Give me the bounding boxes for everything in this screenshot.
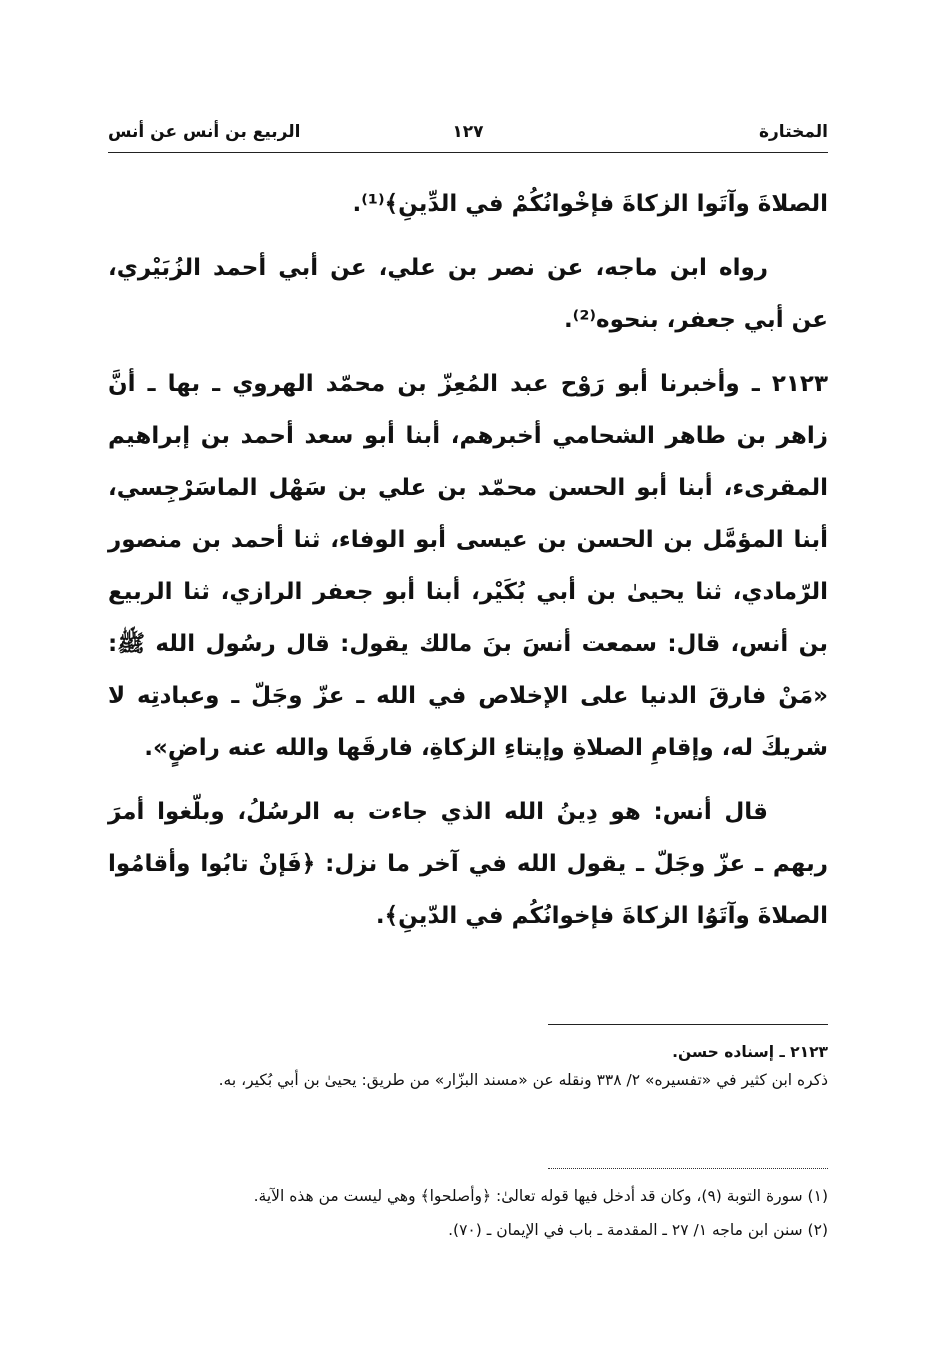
hadith-2123-paragraph: ٢١٢٣ ـ وأخبرنا أبو رَوْح عبد المُعِزّ بن محمّد الهروي ـ بها ـ أنَّ زاهر بن طاهر الشحامي أخبرهم، أبنا أبو سعد أحمد بن إبراهيم المقرىء، أبنا أبو الحسن محمّد بن علي بن سَهْل الماسَرْجِسي، أبنا المؤمَّل بن الحسن بن عيسى أبو الوفاء، ثنا أحمد بن منصور الرّمادي، ثنا يحيىٰ بن أبي بُكَيْر، أبنا أبو جعفر الرازي، ثنا الربيع بن أنس، قال: سمعت أنسَ بنَ مالك يقول: قال رسُول الله ﷺ: «مَنْ فارقَ الدنيا على الإخلاص في الله ـ عزّ وجَلّ ـ وعبادتِه لا شريكَ له، وإقامِ الصلاةِ وإيتاءِ الزكاةِ، فارقَها والله عنه راضٍ». bbox=[108, 371, 828, 761]
running-header bbox=[108, 122, 828, 152]
header-divider bbox=[108, 152, 828, 153]
editor-notes bbox=[108, 1038, 828, 1094]
footnote-2: (٢) سنن ابن ماجه ١/ ٢٧ ـ المقدمة ـ باب في الإيمان ـ (٧٠). bbox=[448, 1221, 828, 1239]
header-section-title: الربيع بن أنس عن أنس bbox=[108, 122, 301, 142]
narration-paragraph: رواه ابن ماجه، عن نصر بن علي، عن أبي أحمد الزُبَيْري، عن أبي جعفر، بنحوه⁽²⁾. bbox=[108, 255, 828, 333]
main-text bbox=[108, 178, 828, 954]
verse-continuation: الصلاةَ وآتَوا الزكاةَ فإخْوانُكُمْ في الدِّينِ﴾⁽¹⁾. bbox=[352, 191, 828, 217]
note-ibn-kathir: ذكره ابن كثير في «تفسيره» ٢/ ٣٣٨ ونقله عن «مسند البزّار» من طريق: يحيىٰ بن أبي بُكير، به. bbox=[218, 1071, 828, 1089]
footnotes-divider bbox=[548, 1168, 828, 1169]
note-isnad: ٢١٢٣ ـ إسناده حسن. bbox=[672, 1043, 828, 1061]
page-number: ١٢٧ bbox=[452, 122, 484, 142]
header-book-title: المختارة bbox=[758, 122, 828, 142]
notes-divider bbox=[548, 1024, 828, 1025]
footnote-1: (١) سورة التوبة (٩)، وكان قد أدخل فيها قوله تعالىٰ: ﴿وأصلحوا﴾ وهي ليست من هذه الآية. bbox=[253, 1187, 828, 1205]
anas-statement-paragraph: قال أنس: هو دِينُ الله الذي جاءت به الرسُلُ، وبلّغوا أمرَ ربهم ـ عزّ وجَلّ ـ يقول الله في آخر ما نزل: ﴿فَإنْ تابُوا وأقامُوا الصلاةَ وآتَوُا الزكاةَ فإخوانُكُم في الدّينِ﴾. bbox=[108, 799, 828, 929]
footnotes bbox=[108, 1182, 828, 1250]
